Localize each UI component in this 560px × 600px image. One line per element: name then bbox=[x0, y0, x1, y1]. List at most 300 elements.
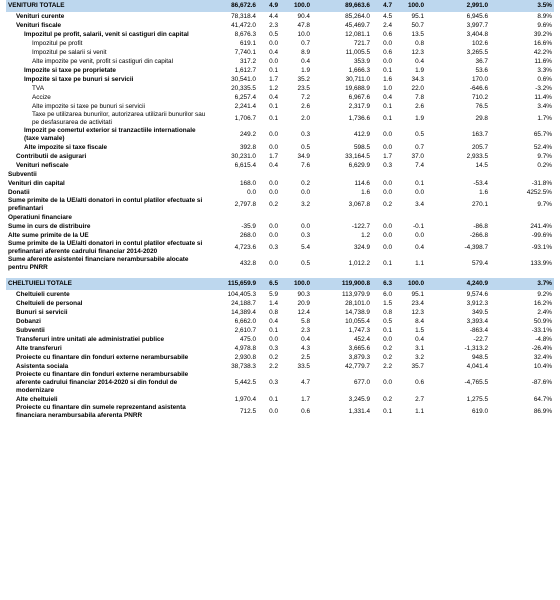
table-row bbox=[6, 308, 554, 317]
row-value-c1 bbox=[208, 213, 258, 222]
row-value-c6: 1.9 bbox=[415, 66, 424, 74]
row-label: Proiecte cu finantare din fonduri externe nerambursabile aferente cadrului financiar 2014-2020 si din fondul de modernizare bbox=[16, 371, 189, 394]
row-value-c3: 2.0 bbox=[301, 115, 310, 122]
row-value-c3: 33.5 bbox=[297, 362, 310, 370]
row-label: Donatii bbox=[8, 188, 30, 196]
row-value-c3: 7.2 bbox=[301, 93, 310, 101]
row-value-c4: 19,688.9 bbox=[345, 84, 370, 92]
row-value-c1: 0.0 bbox=[247, 188, 256, 196]
row-value-c8: -87.6% bbox=[531, 379, 552, 386]
row-value-c4: 3,245.9 bbox=[348, 395, 370, 403]
row-value-c1: 38,738.3 bbox=[231, 362, 256, 370]
table-row bbox=[6, 188, 554, 197]
row-value-c7: 102.6 bbox=[472, 39, 488, 47]
row-value-c4: 14,738.9 bbox=[345, 308, 370, 316]
row-value-c6: 0.7 bbox=[415, 143, 424, 151]
row-value-c3: 7.6 bbox=[301, 161, 310, 169]
budget-table-body bbox=[6, 0, 554, 420]
row-value-c6: 35.7 bbox=[411, 362, 424, 370]
row-value-c4: 33,164.5 bbox=[345, 152, 370, 160]
table-row bbox=[6, 395, 554, 404]
row-value-c7: 170.0 bbox=[472, 75, 488, 83]
row-value-c1: 619.1 bbox=[240, 39, 256, 47]
row-label: Contributii de asigurari bbox=[16, 152, 87, 160]
row-value-c2: 0.4 bbox=[269, 161, 278, 169]
row-value-c2: 0.0 bbox=[269, 335, 278, 343]
row-label: Venituri din capital bbox=[8, 179, 65, 187]
row-value-c2 bbox=[258, 170, 280, 179]
row-value-c4: -122.7 bbox=[351, 222, 370, 230]
row-value-c1: 5,442.5 bbox=[234, 379, 256, 386]
row-value-c2: 0.0 bbox=[269, 260, 278, 267]
row-value-c3 bbox=[280, 170, 312, 179]
row-label: Impozitul pe salarii si venit bbox=[32, 48, 107, 56]
row-value-c5: 0.0 bbox=[383, 39, 392, 47]
table-row bbox=[6, 197, 554, 213]
row-value-c8: 64.7% bbox=[533, 395, 552, 403]
row-value-c3 bbox=[280, 213, 312, 222]
table-row bbox=[6, 161, 554, 170]
row-value-c3: 4.7 bbox=[301, 379, 310, 386]
row-value-c8: -31.8% bbox=[531, 179, 552, 187]
row-label: Proiecte cu finantare din sumele reprezentand asistenta financiara nerambursabila aferenta PNRR bbox=[16, 404, 186, 419]
row-value-c2: 0.0 bbox=[269, 222, 278, 230]
row-value-c2: 0.1 bbox=[269, 66, 278, 74]
row-value-c8: 9.7% bbox=[537, 201, 552, 208]
row-value-c6: 13.5 bbox=[411, 30, 424, 38]
row-value-c2: 0.0 bbox=[269, 408, 278, 415]
row-value-c4: 113,979.9 bbox=[342, 290, 370, 298]
row-value-c5: 0.5 bbox=[383, 317, 392, 325]
row-value-c7: 1.6 bbox=[479, 188, 488, 196]
row-value-c5: 1.5 bbox=[383, 299, 392, 307]
table-row bbox=[6, 12, 554, 21]
row-value-c7: 29.8 bbox=[475, 115, 488, 122]
row-value-c5: 1.7 bbox=[383, 152, 392, 160]
row-value-c2: 0.3 bbox=[269, 244, 278, 251]
row-label: Alte sume primite de la UE bbox=[8, 231, 89, 239]
row-value-c1: 475.0 bbox=[240, 335, 256, 343]
row-value-c1: 24,188.7 bbox=[231, 299, 256, 307]
row-value-c2: 0.3 bbox=[269, 344, 278, 352]
row-value-c6: 7.8 bbox=[415, 93, 424, 101]
table-row bbox=[6, 170, 554, 179]
row-value-c2: 0.2 bbox=[269, 353, 278, 361]
row-value-c3: 0.6 bbox=[301, 408, 310, 415]
row-value-c7: 4,041.4 bbox=[466, 362, 488, 370]
row-value-c2 bbox=[258, 213, 280, 222]
row-value-c3: 0.7 bbox=[301, 39, 310, 47]
row-value-c5: 0.8 bbox=[383, 308, 392, 316]
row-value-c1: 6,615.4 bbox=[234, 161, 256, 169]
row-value-c6: 12.3 bbox=[411, 48, 424, 56]
row-value-c8: 42.2% bbox=[533, 48, 552, 56]
row-value-c3: 1.7 bbox=[301, 395, 310, 403]
section-header-value-c7: 4,240.9 bbox=[426, 278, 490, 290]
row-value-c4: 1,331.4 bbox=[348, 408, 370, 415]
table-row bbox=[6, 102, 554, 111]
section-header-expenditures bbox=[6, 278, 554, 290]
table-row bbox=[6, 21, 554, 30]
row-value-c2: 0.0 bbox=[269, 231, 278, 239]
row-value-c2: 1.7 bbox=[269, 75, 278, 83]
row-label: Alte transferuri bbox=[16, 344, 62, 352]
row-value-c7: 349.5 bbox=[472, 308, 488, 316]
row-value-c8: 10.4% bbox=[533, 362, 552, 370]
row-value-c7: -863.4 bbox=[469, 326, 488, 334]
row-label: Subventii bbox=[8, 170, 37, 178]
row-label: Cheltuieli de personal bbox=[16, 299, 83, 307]
table-row bbox=[6, 39, 554, 48]
row-value-c8 bbox=[490, 213, 554, 222]
row-value-c7: -53.4 bbox=[473, 179, 488, 187]
row-value-c2: 0.1 bbox=[269, 115, 278, 122]
row-value-c2: 2.3 bbox=[269, 21, 278, 29]
section-header-value-c2: 4.9 bbox=[258, 0, 280, 12]
row-value-c2: 2.2 bbox=[269, 362, 278, 370]
row-label: Sume in curs de distribuire bbox=[8, 222, 91, 230]
row-value-c8: -26.4% bbox=[531, 344, 552, 352]
table-row bbox=[6, 48, 554, 57]
row-value-c1: 1,612.7 bbox=[234, 66, 256, 74]
row-label: Accize bbox=[32, 93, 51, 101]
row-label: Venituri fiscale bbox=[16, 21, 62, 29]
row-value-c4: 28,101.0 bbox=[345, 299, 370, 307]
row-value-c5: 0.1 bbox=[383, 408, 392, 415]
row-value-c3: 0.2 bbox=[301, 179, 310, 187]
row-value-c7: 9,574.6 bbox=[466, 290, 488, 298]
row-value-c5: 0.1 bbox=[383, 260, 392, 267]
row-value-c3: 5.4 bbox=[301, 244, 310, 251]
row-value-c5: 0.1 bbox=[383, 115, 392, 122]
row-label: Bunuri si servicii bbox=[16, 308, 68, 316]
row-value-c6 bbox=[394, 170, 426, 179]
row-value-c3: 0.0 bbox=[301, 222, 310, 230]
row-value-c8: -99.6% bbox=[531, 231, 552, 239]
row-value-c5: 0.1 bbox=[383, 102, 392, 110]
table-row bbox=[6, 353, 554, 362]
row-value-c7: 3,404.8 bbox=[466, 30, 488, 38]
row-value-c2: 4.4 bbox=[269, 12, 278, 20]
row-value-c3: 2.3 bbox=[301, 326, 310, 334]
row-value-c1 bbox=[208, 170, 258, 179]
row-label: Alte impozite si taxe fiscale bbox=[24, 143, 108, 151]
row-value-c8: 0.6% bbox=[537, 75, 552, 83]
table-row bbox=[6, 326, 554, 335]
row-value-c1: 78,318.4 bbox=[231, 12, 256, 20]
row-value-c3: 2.6 bbox=[301, 102, 310, 110]
row-value-c4: 412.9 bbox=[354, 131, 370, 138]
row-value-c5: 0.2 bbox=[383, 344, 392, 352]
section-header-label: VENITURI TOTALE bbox=[6, 0, 208, 12]
table-row bbox=[6, 57, 554, 66]
row-value-c7: 579.4 bbox=[472, 260, 488, 267]
row-value-c1: 7,740.1 bbox=[234, 48, 256, 56]
row-value-c1: 14,389.4 bbox=[231, 308, 256, 316]
table-row bbox=[6, 93, 554, 102]
row-value-c6: 8.4 bbox=[415, 317, 424, 325]
row-value-c8: 4252.5% bbox=[526, 188, 552, 196]
row-value-c8 bbox=[490, 170, 554, 179]
row-value-c1: 1,970.4 bbox=[234, 395, 256, 403]
row-value-c6: 0.1 bbox=[415, 179, 424, 187]
row-value-c3: 5.8 bbox=[301, 317, 310, 325]
row-value-c5: 0.1 bbox=[383, 326, 392, 334]
row-value-c3: 47.8 bbox=[297, 21, 310, 29]
row-value-c8: 32.4% bbox=[533, 353, 552, 361]
row-value-c8: 86.9% bbox=[533, 408, 552, 415]
row-value-c5: 0.0 bbox=[383, 222, 392, 230]
row-label: Impozite si taxe pe bunuri si servicii bbox=[24, 75, 134, 83]
section-header-value-c1: 86,672.6 bbox=[208, 0, 258, 12]
row-value-c8: 241.4% bbox=[530, 222, 552, 230]
row-value-c3: 0.4 bbox=[301, 335, 310, 343]
row-value-c4: 3,879.3 bbox=[348, 353, 370, 361]
row-value-c7: -4,765.5 bbox=[464, 379, 488, 386]
row-value-c3: 10.0 bbox=[297, 30, 310, 38]
row-value-c6: 0.0 bbox=[415, 188, 424, 196]
table-row bbox=[6, 75, 554, 84]
row-label: Sume primite de la UE/alti donatori in contul platilor efectuate si prefinantari bbox=[8, 197, 203, 212]
row-label: Impozitul pe profit bbox=[32, 39, 83, 47]
row-value-c5: 0.0 bbox=[383, 335, 392, 343]
section-header-value-c4: 119,900.8 bbox=[312, 278, 372, 290]
row-value-c6: 0.8 bbox=[415, 39, 424, 47]
section-header-value-c2: 6.5 bbox=[258, 278, 280, 290]
row-value-c7: -1,313.2 bbox=[464, 344, 488, 352]
row-value-c4: 353.9 bbox=[354, 57, 370, 65]
row-value-c1: 104,405.3 bbox=[227, 290, 256, 298]
row-value-c8: 11.6% bbox=[534, 57, 552, 65]
section-header-value-c5: 6.3 bbox=[372, 278, 394, 290]
row-value-c7: 2,933.5 bbox=[466, 152, 488, 160]
table-row bbox=[6, 111, 554, 127]
row-value-c1: 432.8 bbox=[240, 260, 256, 267]
row-value-c6: 3.2 bbox=[415, 353, 424, 361]
row-value-c6: 95.1 bbox=[411, 12, 424, 20]
row-value-c2: 0.3 bbox=[269, 379, 278, 386]
row-value-c2: 0.5 bbox=[269, 30, 278, 38]
row-value-c1: 268.0 bbox=[240, 231, 256, 239]
row-value-c5: 0.0 bbox=[383, 379, 392, 386]
row-value-c6: 34.3 bbox=[411, 75, 424, 83]
row-value-c6: 0.5 bbox=[415, 131, 424, 138]
row-value-c4: 2,317.9 bbox=[348, 102, 370, 110]
row-label: Alte impozite si taxe pe bunuri si servicii bbox=[32, 102, 145, 110]
row-value-c1: 2,241.4 bbox=[234, 102, 256, 110]
row-value-c7: 3,393.4 bbox=[466, 317, 488, 325]
row-value-c7: 205.7 bbox=[472, 143, 488, 151]
row-value-c3: 4.3 bbox=[301, 344, 310, 352]
row-value-c7: 163.7 bbox=[472, 131, 488, 138]
row-value-c7: 948.5 bbox=[472, 353, 488, 361]
table-row bbox=[6, 335, 554, 344]
section-header-value-c5: 4.7 bbox=[372, 0, 394, 12]
row-value-c7: 3,997.7 bbox=[466, 21, 488, 29]
row-value-c5: 2.2 bbox=[383, 362, 392, 370]
row-value-c6: 0.0 bbox=[415, 231, 424, 239]
row-value-c4 bbox=[312, 170, 372, 179]
row-label: Dobanzi bbox=[16, 317, 41, 325]
row-value-c4: 1.2 bbox=[361, 231, 370, 239]
row-value-c4: 1.6 bbox=[361, 188, 370, 196]
table-row bbox=[6, 152, 554, 161]
row-label: Venituri nefiscale bbox=[16, 161, 69, 169]
table-row bbox=[6, 362, 554, 371]
row-label: Venituri curente bbox=[16, 12, 65, 20]
row-value-c8: 50.9% bbox=[533, 317, 552, 325]
row-value-c4: 452.4 bbox=[354, 335, 370, 343]
row-value-c5: 0.2 bbox=[383, 395, 392, 403]
row-value-c4: 10,055.4 bbox=[345, 317, 370, 325]
section-header-revenues bbox=[6, 0, 554, 12]
row-value-c6: 0.4 bbox=[415, 335, 424, 343]
row-value-c1: 712.5 bbox=[240, 408, 256, 415]
row-value-c2: 0.1 bbox=[269, 326, 278, 334]
row-value-c4: 45,469.7 bbox=[345, 21, 370, 29]
row-value-c7: -86.8 bbox=[473, 222, 488, 230]
row-value-c6: -0.1 bbox=[412, 222, 424, 230]
row-value-c5: 0.1 bbox=[383, 66, 392, 74]
row-value-c8: 52.4% bbox=[533, 143, 552, 151]
section-header-value-c4: 89,663.6 bbox=[312, 0, 372, 12]
row-value-c4: 1,666.3 bbox=[348, 66, 370, 74]
row-value-c4: 3,665.6 bbox=[348, 344, 370, 352]
row-value-c4: 3,067.8 bbox=[348, 201, 370, 208]
row-value-c6: 0.4 bbox=[415, 244, 424, 251]
row-value-c6: 1.5 bbox=[415, 326, 424, 334]
row-value-c4: 85,264.0 bbox=[345, 12, 370, 20]
row-label: Asistenta sociala bbox=[16, 362, 69, 370]
row-label: Proiecte cu finantare din fonduri externe nerambursabile bbox=[16, 353, 189, 361]
row-value-c3: 2.5 bbox=[301, 353, 310, 361]
row-value-c2: 0.2 bbox=[269, 201, 278, 208]
row-value-c5: 2.4 bbox=[383, 21, 392, 29]
row-value-c7: 3,265.5 bbox=[466, 48, 488, 56]
row-value-c5: 0.6 bbox=[383, 48, 392, 56]
row-value-c5: 0.2 bbox=[383, 353, 392, 361]
row-value-c8: 16.2% bbox=[533, 299, 552, 307]
row-label: Alte cheltuieli bbox=[16, 395, 58, 403]
row-value-c8: 65.7% bbox=[533, 131, 552, 138]
row-value-c4: 324.9 bbox=[354, 244, 370, 251]
row-value-c1: 249.2 bbox=[240, 131, 256, 138]
row-value-c2: 0.1 bbox=[269, 395, 278, 403]
row-value-c6: 0.6 bbox=[415, 379, 424, 386]
row-value-c7: -22.7 bbox=[473, 335, 488, 343]
row-value-c1: 2,610.7 bbox=[234, 326, 256, 334]
row-value-c5: 1.0 bbox=[383, 84, 392, 92]
row-value-c7: 76.5 bbox=[475, 102, 488, 110]
row-value-c3: 8.9 bbox=[301, 48, 310, 56]
row-value-c1: 6,662.0 bbox=[234, 317, 256, 325]
section-header-value-c8: 3.5% bbox=[490, 0, 554, 12]
row-label: Cheltuieli curente bbox=[16, 290, 70, 298]
row-label: Impozitul pe profit, salarii, venit si castiguri din capital bbox=[24, 30, 189, 38]
row-value-c8: 2.4% bbox=[537, 308, 552, 316]
table-row bbox=[6, 317, 554, 326]
table-row bbox=[6, 30, 554, 39]
row-value-c4: 1,747.3 bbox=[348, 326, 370, 334]
row-value-c5: 0.0 bbox=[383, 188, 392, 196]
row-value-c8: 11.4% bbox=[534, 93, 552, 101]
row-value-c1: 8,676.3 bbox=[234, 30, 256, 38]
row-value-c4: 11,005.5 bbox=[345, 48, 370, 56]
row-value-c2: 0.4 bbox=[269, 317, 278, 325]
row-value-c1: 30,541.0 bbox=[231, 75, 256, 83]
row-value-c1: 6,257.4 bbox=[234, 93, 256, 101]
row-value-c4 bbox=[312, 213, 372, 222]
row-value-c4: 721.7 bbox=[354, 39, 370, 47]
table-row bbox=[6, 66, 554, 75]
row-label: Impozit pe comertul exterior si tranzactiile internationale (taxe vamale) bbox=[24, 127, 196, 142]
row-value-c2: 0.0 bbox=[269, 143, 278, 151]
row-value-c4: 6,967.6 bbox=[348, 93, 370, 101]
table-row bbox=[6, 222, 554, 231]
row-value-c7: 1,275.5 bbox=[466, 395, 488, 403]
row-value-c7: -266.8 bbox=[469, 231, 488, 239]
row-value-c5: 0.0 bbox=[383, 231, 392, 239]
row-value-c1: 4,978.8 bbox=[234, 344, 256, 352]
row-value-c2: 1.2 bbox=[269, 84, 278, 92]
row-value-c2: 0.0 bbox=[269, 39, 278, 47]
row-value-c3: 0.4 bbox=[301, 57, 310, 65]
row-value-c6: 1.1 bbox=[415, 408, 424, 415]
row-value-c1: 1,706.7 bbox=[234, 115, 256, 122]
row-value-c8: 8.9% bbox=[537, 12, 552, 20]
table-row bbox=[6, 213, 554, 222]
table-row bbox=[6, 127, 554, 143]
row-value-c2: 0.0 bbox=[269, 57, 278, 65]
row-value-c4: 1,012.2 bbox=[348, 260, 370, 267]
row-value-c8: 39.2% bbox=[533, 30, 552, 38]
row-value-c2: 0.0 bbox=[269, 179, 278, 187]
row-value-c7: 3,912.3 bbox=[466, 299, 488, 307]
row-value-c4: 30,711.0 bbox=[345, 75, 370, 83]
row-label: Operatiuni financiare bbox=[8, 213, 72, 221]
row-value-c8: 133.9% bbox=[530, 260, 552, 267]
row-label: Subventii bbox=[16, 326, 45, 334]
row-label: Transferuri intre unitati ale administratiei publice bbox=[16, 335, 165, 343]
row-value-c7 bbox=[426, 213, 490, 222]
row-value-c6: 3.4 bbox=[415, 201, 424, 208]
row-value-c1: 41,472.0 bbox=[231, 21, 256, 29]
row-value-c8: 16.6% bbox=[533, 39, 552, 47]
row-value-c1: 2,797.8 bbox=[234, 201, 256, 208]
row-value-c2: 0.0 bbox=[269, 188, 278, 196]
row-value-c8: -4.8% bbox=[535, 335, 552, 343]
row-value-c6: 95.1 bbox=[411, 290, 424, 298]
row-value-c8: 0.2% bbox=[537, 161, 552, 169]
row-value-c5: 1.6 bbox=[383, 75, 392, 83]
row-label: Alte impozite pe venit, profit si castiguri din capital bbox=[32, 57, 174, 65]
row-value-c3: 0.0 bbox=[301, 188, 310, 196]
row-value-c5: 0.0 bbox=[383, 244, 392, 251]
row-value-c7: 710.2 bbox=[472, 93, 488, 101]
row-value-c2: 0.4 bbox=[269, 93, 278, 101]
row-value-c5 bbox=[372, 170, 394, 179]
row-value-c4: 114.6 bbox=[354, 179, 370, 187]
row-value-c3: 0.5 bbox=[301, 143, 310, 151]
row-value-c6: 3.1 bbox=[415, 344, 424, 352]
row-value-c1: 317.2 bbox=[240, 57, 256, 65]
section-header-value-c1: 115,659.9 bbox=[208, 278, 258, 290]
row-label: Impozite si taxe pe proprietate bbox=[24, 66, 116, 74]
row-value-c4: 12,081.1 bbox=[345, 30, 370, 38]
row-value-c6: 2.7 bbox=[415, 395, 424, 403]
row-value-c3: 34.9 bbox=[297, 152, 310, 160]
row-label: Sume aferente asistentei financiare nerambursabile alocate pentru PNRR bbox=[8, 256, 189, 271]
